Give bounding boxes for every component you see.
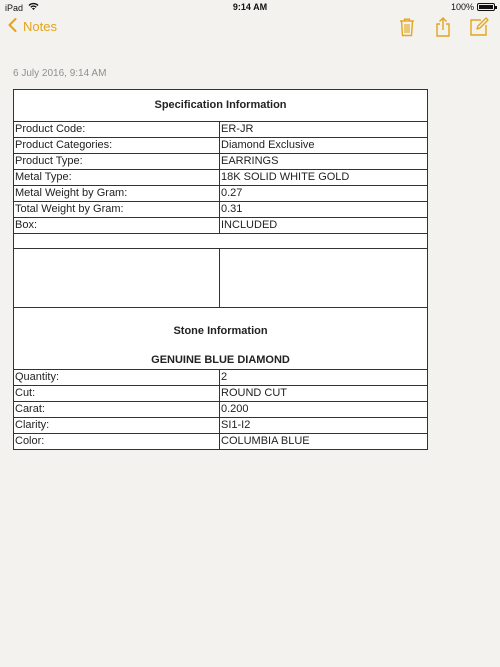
table-row xyxy=(14,170,428,186)
stone-title: Stone Information xyxy=(173,325,268,337)
status-right xyxy=(451,2,495,12)
table-cell-label: Color: xyxy=(14,434,220,450)
table-cell-label: Quantity: xyxy=(14,370,220,386)
table-cell-value: INCLUDED xyxy=(220,218,428,234)
table-cell-value: 18K SOLID WHITE GOLD xyxy=(220,170,428,186)
table-cell-label: Total Weight by Gram: xyxy=(14,202,220,218)
table-cell-value: 0.200 xyxy=(220,402,428,418)
blank-row xyxy=(14,249,428,308)
table-cell-label: Carat: xyxy=(14,402,220,418)
table-cell-value: ER-JR xyxy=(220,122,428,138)
table-row xyxy=(14,154,428,170)
table-cell-value: ROUND CUT xyxy=(220,386,428,402)
note-actions xyxy=(396,16,490,38)
stone-header-row xyxy=(14,308,428,370)
empty-cell xyxy=(14,234,428,249)
table-cell-value: 0.31 xyxy=(220,202,428,218)
stone-header-cell xyxy=(14,308,428,370)
table-row xyxy=(14,402,428,418)
back-button[interactable] xyxy=(8,18,57,35)
spec-title: Specification Information xyxy=(14,90,428,122)
table-row xyxy=(14,202,428,218)
trash-icon[interactable] xyxy=(396,16,418,38)
share-icon[interactable] xyxy=(432,16,454,38)
back-button-label: Notes xyxy=(23,19,57,34)
table-cell-value: SI1-I2 xyxy=(220,418,428,434)
table-cell-label: Metal Type: xyxy=(14,170,220,186)
table-cell-label: Product Code: xyxy=(14,122,220,138)
stone-subtitle: GENUINE BLUE DIAMOND xyxy=(151,354,290,366)
status-bar xyxy=(0,0,500,14)
table-cell-label: Clarity: xyxy=(14,418,220,434)
battery-icon xyxy=(477,3,495,11)
table-cell-label: Product Type: xyxy=(14,154,220,170)
table-row xyxy=(14,434,428,450)
table-cell-value: 2 xyxy=(220,370,428,386)
spec-header-row xyxy=(14,90,428,122)
table-cell-value: COLUMBIA BLUE xyxy=(220,434,428,450)
note-spec-table[interactable] xyxy=(13,89,428,450)
table-row xyxy=(14,386,428,402)
table-cell-label: Cut: xyxy=(14,386,220,402)
chevron-left-icon xyxy=(8,18,17,35)
table-row xyxy=(14,370,428,386)
table-row xyxy=(14,418,428,434)
status-time: 9:14 AM xyxy=(232,2,268,12)
table-cell-value: 0.27 xyxy=(220,186,428,202)
table-cell-value: Diamond Exclusive xyxy=(220,138,428,154)
blank-cell xyxy=(220,249,428,308)
empty-row xyxy=(14,234,428,249)
table-row xyxy=(14,138,428,154)
table-row xyxy=(14,218,428,234)
table-cell-label: Metal Weight by Gram: xyxy=(14,186,220,202)
table-cell-label: Box: xyxy=(14,218,220,234)
battery-percent: 100% xyxy=(450,2,474,12)
table-row xyxy=(14,122,428,138)
note-timestamp: 6 July 2016, 9:14 AM xyxy=(13,68,107,79)
table-cell-value: EARRINGS xyxy=(220,154,428,170)
blank-cell xyxy=(14,249,220,308)
compose-icon[interactable] xyxy=(468,16,490,38)
device-label: iPad xyxy=(5,2,24,13)
table-cell-label: Product Categories: xyxy=(14,138,220,154)
navigation-bar xyxy=(0,14,500,42)
table-row xyxy=(14,186,428,202)
